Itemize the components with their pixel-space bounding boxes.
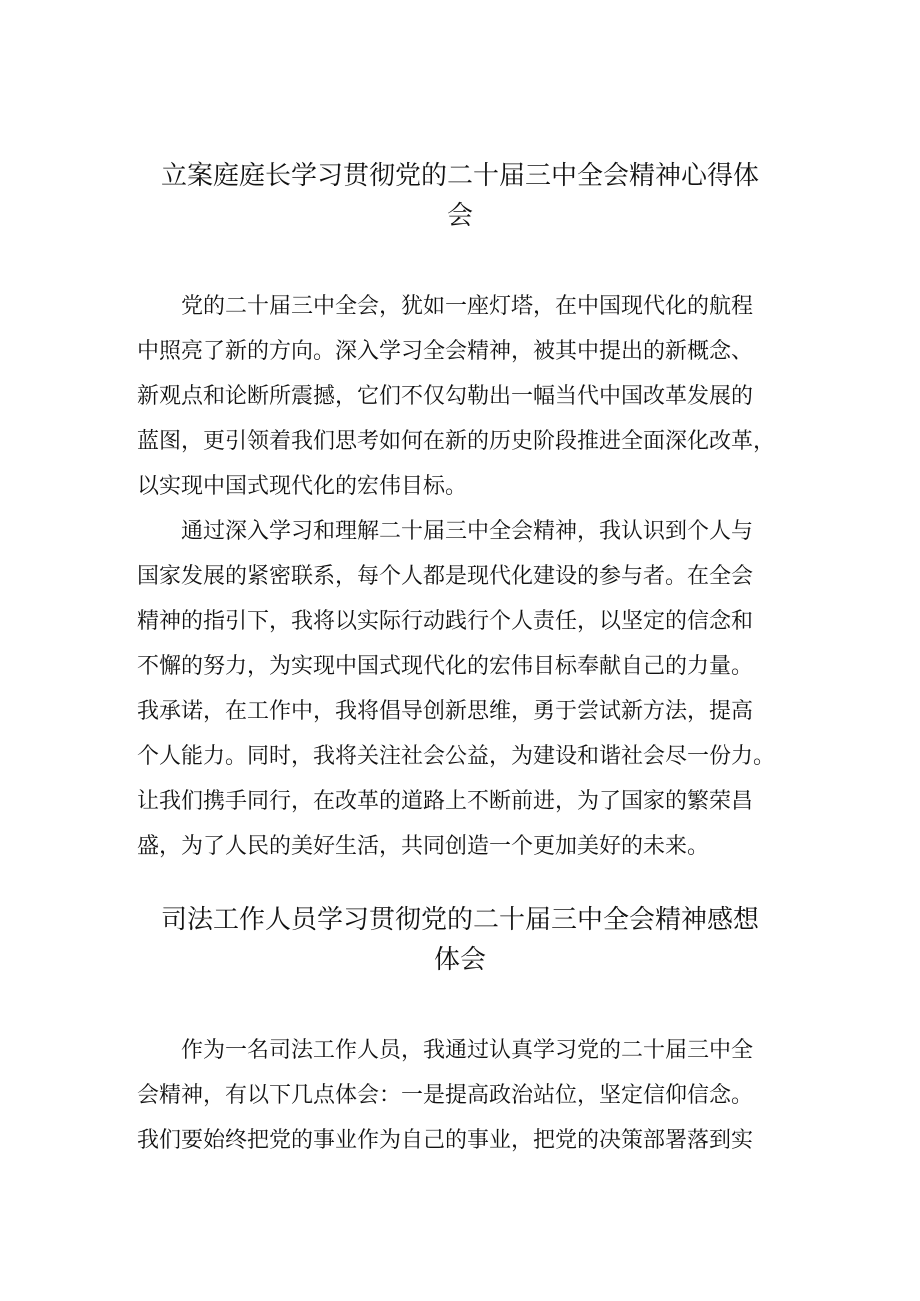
text-line: 党的二十届三中全会，犹如一座灯塔，在中国现代化的航程 <box>181 294 754 319</box>
paragraph-1 <box>137 284 797 509</box>
document-title-2 <box>130 900 790 980</box>
text-line: 我们要始终把党的事业作为自己的事业，把党的决策部署落到实 <box>137 1128 754 1153</box>
text-line: 中照亮了新的方向。深入学习全会精神，被其中提出的新概念、 <box>137 339 754 364</box>
paragraph-2 <box>137 509 797 869</box>
paragraph-3 <box>137 1028 797 1163</box>
title-line: 体会 <box>433 945 486 975</box>
text-line: 不懈的努力，为实现中国式现代化的宏伟目标奉献自己的力量。 <box>137 654 754 679</box>
document-title-1 <box>130 156 790 236</box>
text-line: 新观点和论断所震撼，它们不仅勾勒出一幅当代中国改革发展的 <box>137 384 754 409</box>
title-line: 会 <box>446 201 473 231</box>
text-line: 蓝图，更引领着我们思考如何在新的历史阶段推进全面深化改革， <box>137 429 776 454</box>
text-line: 精神的指引下，我将以实际行动践行个人责任，以坚定的信念和 <box>137 609 754 634</box>
text-line: 盛，为了人民的美好生活，共同创造一个更加美好的未来。 <box>137 834 710 859</box>
text-line: 国家发展的紧密联系，每个人都是现代化建设的参与者。在全会 <box>137 564 754 589</box>
text-line: 通过深入学习和理解二十届三中全会精神，我认识到个人与 <box>181 519 754 544</box>
text-line: 会精神，有以下几点体会：一是提高政治站位，坚定信仰信念。 <box>137 1083 754 1108</box>
text-line: 我承诺，在工作中，我将倡导创新思维，勇于尝试新方法，提高 <box>137 699 754 724</box>
text-line: 个人能力。同时，我将关注社会公益，为建设和谐社会尽一份力。 <box>137 744 776 769</box>
title-line: 司法工作人员学习贯彻党的二十届三中全会精神感想 <box>160 905 759 935</box>
text-line: 以实现中国式现代化的宏伟目标。 <box>137 474 468 499</box>
text-line: 让我们携手同行，在改革的道路上不断前进，为了国家的繁荣昌 <box>137 789 754 814</box>
title-line: 立案庭庭长学习贯彻党的二十届三中全会精神心得体 <box>160 161 759 191</box>
text-line: 作为一名司法工作人员，我通过认真学习党的二十届三中全 <box>181 1038 754 1063</box>
